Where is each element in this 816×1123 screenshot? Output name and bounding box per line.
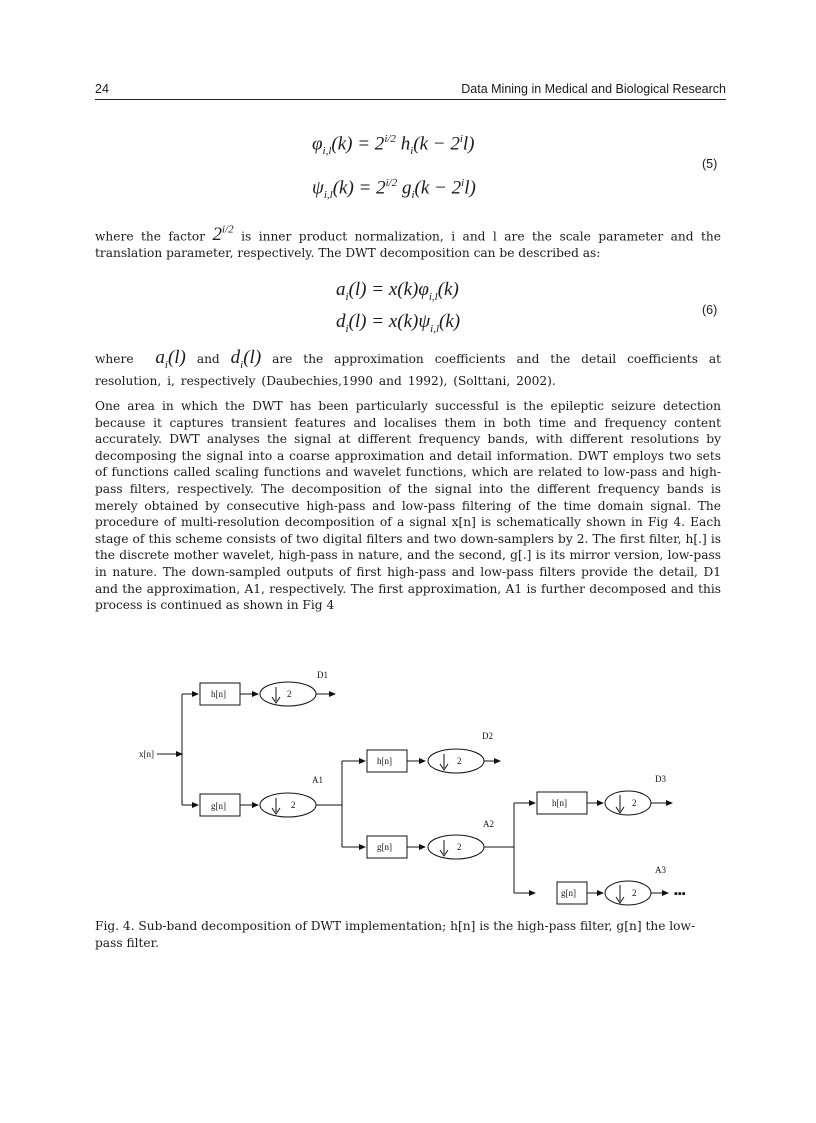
input-signal-label: x[n]	[139, 749, 154, 759]
running-header	[95, 81, 726, 100]
stage2-low-downsample-factor: 2	[457, 842, 462, 852]
stage3-low-downsample-factor: 2	[632, 888, 637, 898]
downsample-arrows	[272, 687, 624, 903]
stage2-low-downsampler	[428, 835, 484, 859]
stage1-low-downsampler	[260, 793, 316, 817]
running-title: Data Mining in Medical and Biological Research	[461, 82, 726, 96]
stage2-high-downsample-factor: 2	[457, 756, 462, 766]
paragraph-coefficients: where $a_i(l)$ and $d_i(l)$ are the approximation coefficients and the detail coefficients at resolution, i, respectively (Daubechies,1990 and 1992), (Solttani, 2002).	[95, 347, 722, 389]
stage3-high-downsample-factor: 2	[632, 798, 637, 808]
approx-label-a2: A2	[483, 819, 494, 829]
stage2-high-downsampler	[428, 749, 484, 773]
page-number: 24	[95, 82, 109, 96]
equation-6-line-1: $a_i(l) = x(k)\varphi_{i,l}(k)$	[336, 279, 459, 303]
detail-label-d1: D1	[317, 670, 328, 680]
stage2-low-filter-label: g[n]	[377, 842, 392, 852]
approx-coeff-math: $a_i(l)$	[155, 347, 186, 371]
continuation-dots: ▪▪▪	[674, 888, 686, 900]
stage3-low-downsampler	[605, 881, 651, 905]
detail-label-d3: D3	[655, 774, 666, 784]
stage2-high-filter-label: h[n]	[377, 756, 392, 766]
detail-coeff-math: $d_i(l)$	[230, 347, 262, 371]
stage3-low-filter-label: g[n]	[561, 888, 576, 898]
equation-6-number: (6)	[702, 303, 718, 317]
approx-label-a3: A3	[655, 865, 666, 875]
equation-6-line-2: $d_i(l) = x(k)\psi_{i,l}(k)$	[336, 311, 461, 335]
paragraph-dwt-description: One area in which the DWT has been particularly successful is the epileptic seizure detection because it captures transient features and localises them in both time and frequency content accurately. DWT analyses the signal at different frequency bands, with different resolutions by decomposing the signal into a coarse approximation and detail information. DWT employs two sets of functions called scaling functions and wavelet functions, which are related to low-pass and high-pass filters, respectively. The decomposition of the signal into the different frequency bands is merely obtained by consecutive high-pass and low-pass filtering of the time domain signal. The procedure of multi-resolution decomposition of a signal x[n] is schematically shown in Fig 4. Each stage of this scheme consists of two digital filters and two down-samplers by 2. The first filter, h[.] is the discrete mother wavelet, high-pass in nature, and the second, g[.] is its mirror version, low-pass in nature. The down-sampled outputs of first high-pass and low-pass filters provide the detail, D1 and the approximation, A1, respectively. The first approximation, A1 is further decomposed and this process is continued as shown in Fig 4	[95, 399, 721, 613]
equation-5-line-1: $\varphi_{i,l}(k) = 2^{i/2}$ $h_i(k - 2^il)$	[312, 133, 475, 158]
stage1-low-downsample-factor: 2	[291, 800, 296, 810]
paragraph-factor: where the factor $2^{i/2}$ is inner product normalization, i and l are the scale parameter and the translation parameter, respectively. The DWT decomposition can be described as:	[95, 224, 721, 260]
approx-label-a1: A1	[312, 775, 323, 785]
figure-caption: Fig. 4. Sub-band decomposition of DWT implementation; h[n] is the high-pass filter, g[n] the low-pass filter.	[95, 919, 696, 950]
equation-5-line-2: $\psi_{i,l}(k) = 2^{i/2}$ $g_i(k - 2^il)$	[312, 177, 476, 202]
stage3-high-filter-label: h[n]	[552, 798, 567, 808]
factor-math: $2^{i/2}$	[212, 224, 234, 246]
stage1-high-downsample-factor: 2	[287, 689, 292, 699]
dwt-decomposition-diagram	[0, 660, 816, 910]
detail-label-d2: D2	[482, 731, 493, 741]
stage1-low-filter-label: g[n]	[211, 801, 226, 811]
equation-5-number: (5)	[702, 157, 718, 171]
stage3-high-downsampler	[605, 791, 651, 815]
stage1-high-filter-label: h[n]	[211, 689, 226, 699]
